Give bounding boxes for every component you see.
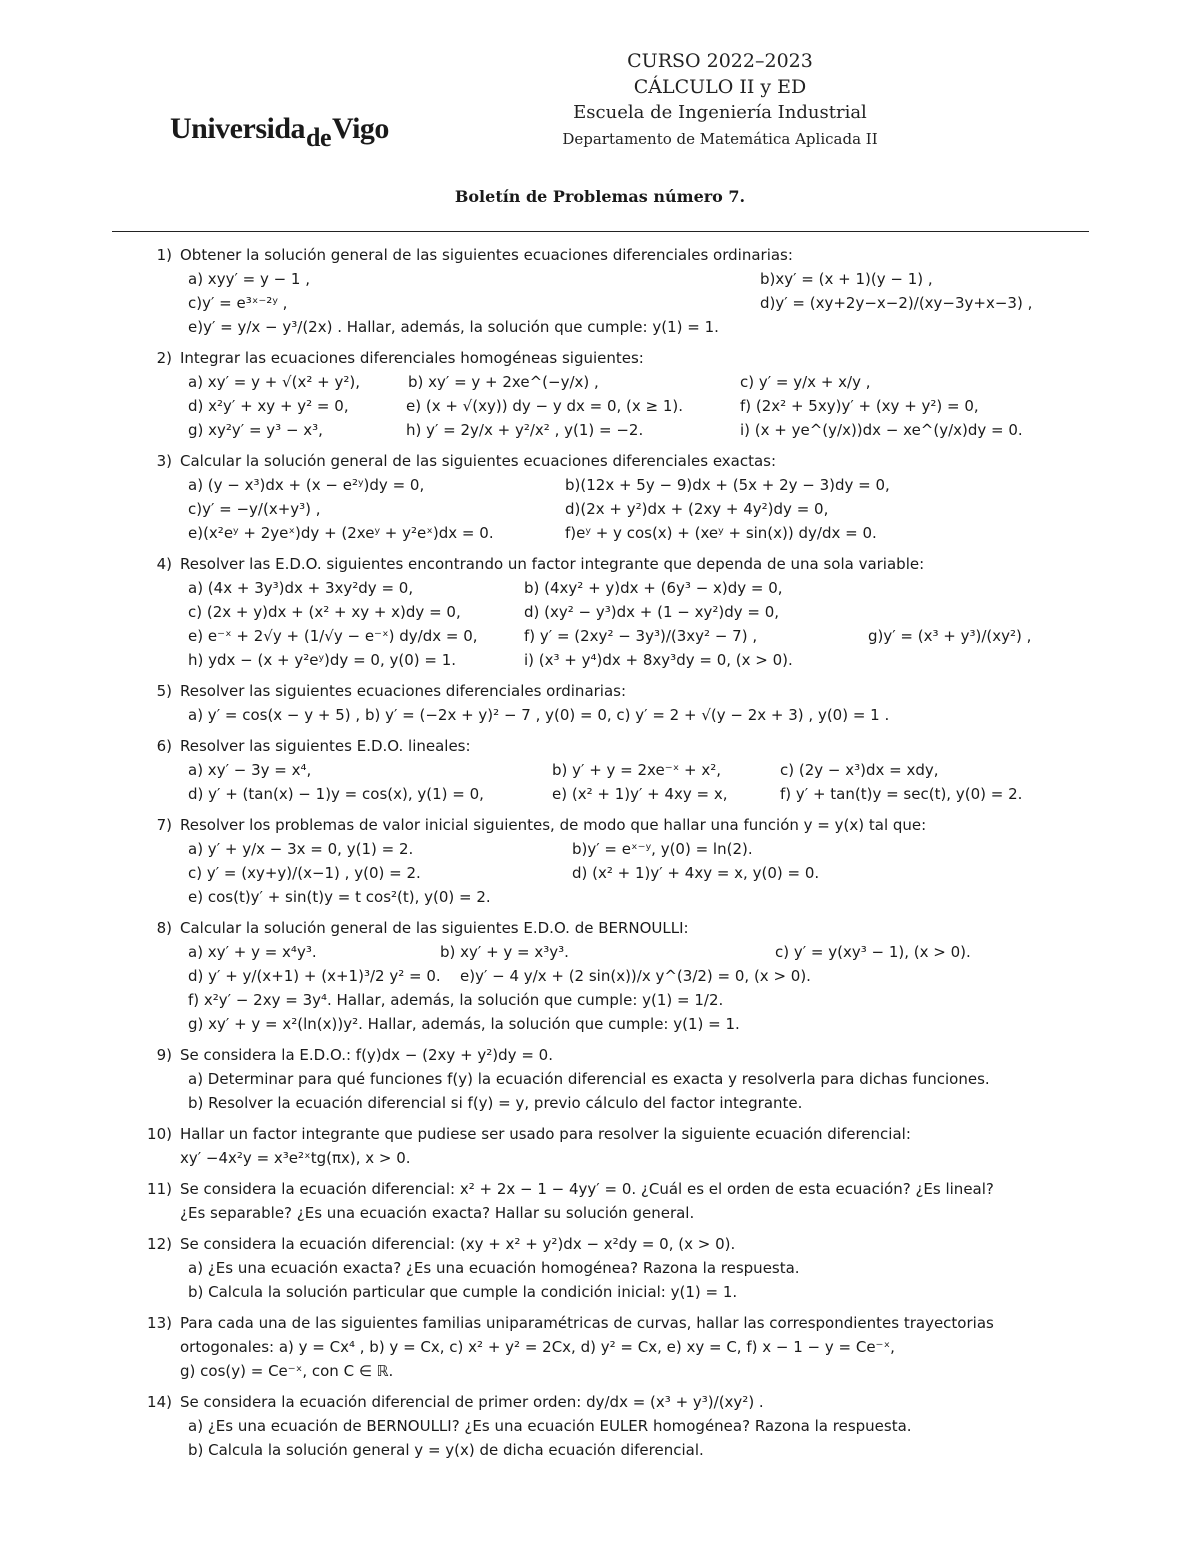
problem-line bbox=[140, 861, 1095, 885]
problem-line bbox=[140, 1232, 1095, 1256]
problem-line bbox=[140, 1438, 1095, 1462]
problem-item: d)y′ = (xy+2y−x−2)/(xy−3y+x−3) , bbox=[760, 294, 1033, 312]
problem-line bbox=[140, 679, 1095, 703]
problem-item: a) (y − x³)dx + (x − e²ʸ)dy = 0, bbox=[188, 476, 425, 494]
problem-line bbox=[140, 1390, 1095, 1414]
problem-number: 6) bbox=[156, 737, 172, 755]
problem-item: e)y′ − 4 y/x + (2 sin(x))/x y^(3/2) = 0, (x > 0). bbox=[460, 967, 811, 985]
document-title: Boletín de Problemas número 7. bbox=[454, 187, 746, 206]
problem-item: c) (2y − x³)dx = xdy, bbox=[780, 761, 939, 779]
problem-8 bbox=[140, 916, 1095, 1036]
problem-12 bbox=[140, 1232, 1095, 1304]
subject-name: CÁLCULO II y ED bbox=[633, 76, 807, 98]
problem-line bbox=[140, 734, 1095, 758]
problem-line bbox=[140, 964, 1095, 988]
problem-11 bbox=[140, 1177, 1095, 1225]
problem-statement: Calcular la solución general de las siguientes E.D.O. de BERNOULLI: bbox=[180, 919, 689, 937]
problem-line bbox=[140, 521, 1095, 545]
problem-item: a) ¿Es una ecuación de BERNOULLI? ¿Es una ecuación EULER homogénea? Razona la respuesta. bbox=[188, 1417, 912, 1435]
problem-item: b)xy′ = (x + 1)(y − 1) , bbox=[760, 270, 933, 288]
problem-item: f) y′ = (2xy² − 3y³)/(3xy² − 7) , bbox=[524, 627, 758, 645]
problem-14 bbox=[140, 1390, 1095, 1462]
problem-line bbox=[140, 813, 1095, 837]
problem-statement: Obtener la solución general de las siguientes ecuaciones diferenciales ordinarias: bbox=[180, 246, 793, 264]
problem-line bbox=[140, 1201, 1095, 1225]
problem-item: ortogonales: a) y = Cx⁴ , b) y = Cx, c) x² + y² = 2Cx, d) y² = Cx, e) xy = C, f) x − 1 − y = Ce⁻ˣ, bbox=[180, 1338, 895, 1356]
problem-statement: Para cada una de las siguientes familias uniparamétricas de curvas, hallar las correspondientes trayectorias bbox=[180, 1314, 994, 1332]
problem-line bbox=[140, 243, 1095, 267]
problem-line bbox=[140, 600, 1095, 624]
problem-item: e) cos(t)y′ + sin(t)y = t cos²(t), y(0) = 2. bbox=[188, 888, 491, 906]
problem-item: a) xyy′ = y − 1 , bbox=[188, 270, 311, 288]
problem-statement: Se considera la E.D.O.: f(y)dx − (2xy + y²)dy = 0. bbox=[180, 1046, 553, 1064]
problem-item: b) y′ + y = 2xe⁻ˣ + x², bbox=[552, 761, 722, 779]
problem-line bbox=[140, 267, 1095, 291]
department-name: Departamento de Matemática Aplicada II bbox=[562, 130, 878, 148]
problem-line bbox=[140, 648, 1095, 672]
problem-line bbox=[140, 940, 1095, 964]
problem-line bbox=[140, 1359, 1095, 1383]
problem-number: 9) bbox=[156, 1046, 172, 1064]
problem-item: h) y′ = 2y/x + y²/x² , y(1) = −2. bbox=[406, 421, 644, 439]
problem-number: 14) bbox=[147, 1393, 172, 1411]
problem-item: d) x²y′ + xy + y² = 0, bbox=[188, 397, 349, 415]
problem-item: e)y′ = y/x − y³/(2x) . Hallar, además, la solución que cumple: y(1) = 1. bbox=[188, 318, 719, 336]
problem-item: c) y′ = y(xy³ − 1), (x > 0). bbox=[775, 943, 971, 961]
problem-item: h) ydx − (x + y²eʸ)dy = 0, y(0) = 1. bbox=[188, 651, 457, 669]
problem-line bbox=[140, 916, 1095, 940]
problem-number: 3) bbox=[156, 452, 172, 470]
problem-statement: Calcular la solución general de las siguientes ecuaciones diferenciales exactas: bbox=[180, 452, 777, 470]
problem-line bbox=[140, 782, 1095, 806]
problem-3 bbox=[140, 449, 1095, 545]
problem-item: f) (2x² + 5xy)y′ + (xy + y²) = 0, bbox=[740, 397, 979, 415]
problem-line bbox=[140, 1146, 1095, 1170]
problem-item: a) ¿Es una ecuación exacta? ¿Es una ecuación homogénea? Razona la respuesta. bbox=[188, 1259, 800, 1277]
problem-item: b) Resolver la ecuación diferencial si f(y) = y, previo cálculo del factor integrante. bbox=[188, 1094, 803, 1112]
problem-line bbox=[140, 1043, 1095, 1067]
problem-7 bbox=[140, 813, 1095, 909]
problem-item: a) xy′ + y = x⁴y³. bbox=[188, 943, 317, 961]
problem-statement: Se considera la ecuación diferencial: x² + 2x − 1 − 4yy′ = 0. ¿Cuál es el orden de esta ecuación? ¿Es lineal? bbox=[180, 1180, 994, 1198]
problem-item: ¿Es separable? ¿Es una ecuación exacta? Hallar su solución general. bbox=[180, 1204, 695, 1222]
problem-item: d) y′ + y/(x+1) + (x+1)³/2 y² = 0. bbox=[188, 967, 441, 985]
problem-item: b)(12x + 5y − 9)dx + (5x + 2y − 3)dy = 0, bbox=[565, 476, 890, 494]
problem-item: g) xy²y′ = y³ − x³, bbox=[188, 421, 323, 439]
problem-item: a) Determinar para qué funciones f(y) la ecuación diferencial es exacta y resolverla para dichas funciones. bbox=[188, 1070, 990, 1088]
problem-item: b) (4xy² + y)dx + (6y³ − x)dy = 0, bbox=[524, 579, 783, 597]
university-logo: UniversidadeVigo bbox=[170, 112, 389, 152]
problem-line bbox=[140, 758, 1095, 782]
problem-item: c) y′ = y/x + x/y , bbox=[740, 373, 871, 391]
problem-line bbox=[140, 552, 1095, 576]
problem-line bbox=[140, 624, 1095, 648]
problem-line bbox=[140, 1256, 1095, 1280]
problem-number: 13) bbox=[147, 1314, 172, 1332]
problem-item: a) y′ = cos(x − y + 5) , b) y′ = (−2x + y)² − 7 , y(0) = 0, c) y′ = 2 + √(y − 2x + 3) , y(0) = 1 . bbox=[188, 706, 890, 724]
problem-line bbox=[140, 497, 1095, 521]
problem-item: e) (x² + 1)y′ + 4xy = x, bbox=[552, 785, 728, 803]
problem-item: a) xy′ − 3y = x⁴, bbox=[188, 761, 312, 779]
problem-item: i) (x + ye^(y/x))dx − xe^(y/x)dy = 0. bbox=[740, 421, 1023, 439]
problem-item: d) y′ + (tan(x) − 1)y = cos(x), y(1) = 0, bbox=[188, 785, 484, 803]
problem-item: g) xy′ + y = x²(ln(x))y². Hallar, además, la solución que cumple: y(1) = 1. bbox=[188, 1015, 740, 1033]
problem-line bbox=[140, 1280, 1095, 1304]
problem-line bbox=[140, 1091, 1095, 1115]
problem-line bbox=[140, 1335, 1095, 1359]
problem-item: e) (x + √(xy)) dy − y dx = 0, (x ≥ 1). bbox=[406, 397, 684, 415]
problem-item: f) x²y′ − 2xy = 3y⁴. Hallar, además, la solución que cumple: y(1) = 1/2. bbox=[188, 991, 724, 1009]
problem-number: 7) bbox=[156, 816, 172, 834]
problem-6 bbox=[140, 734, 1095, 806]
problem-number: 1) bbox=[156, 246, 172, 264]
problem-line bbox=[140, 988, 1095, 1012]
problem-statement: Resolver las siguientes E.D.O. lineales: bbox=[180, 737, 471, 755]
problem-number: 4) bbox=[156, 555, 172, 573]
problem-number: 5) bbox=[156, 682, 172, 700]
problem-number: 11) bbox=[147, 1180, 172, 1198]
problem-statement: Hallar un factor integrante que pudiese ser usado para resolver la siguiente ecuación diferencial: bbox=[180, 1125, 911, 1143]
problem-item: d)(2x + y²)dx + (2xy + 4y²)dy = 0, bbox=[565, 500, 829, 518]
problem-statement: Se considera la ecuación diferencial: (xy + x² + y²)dx − x²dy = 0, (x > 0). bbox=[180, 1235, 736, 1253]
problem-item: e)(x²eʸ + 2yeˣ)dy + (2xeʸ + y²eˣ)dx = 0. bbox=[188, 524, 494, 542]
problem-line bbox=[140, 837, 1095, 861]
problem-item: g)y′ = (x³ + y³)/(xy²) , bbox=[868, 627, 1032, 645]
problem-statement: Resolver las E.D.O. siguientes encontrando un factor integrante que dependa de una sola variable: bbox=[180, 555, 925, 573]
problem-item: c) (2x + y)dx + (x² + xy + x)dy = 0, bbox=[188, 603, 461, 621]
problem-item: xy′ −4x²y = x³e²ˣtg(πx), x > 0. bbox=[180, 1149, 411, 1167]
problem-line bbox=[140, 1012, 1095, 1036]
problem-line bbox=[140, 449, 1095, 473]
problem-1 bbox=[140, 243, 1095, 339]
problem-line bbox=[140, 1414, 1095, 1438]
problem-item: a) y′ + y/x − 3x = 0, y(1) = 2. bbox=[188, 840, 414, 858]
school-name: Escuela de Ingeniería Industrial bbox=[573, 102, 867, 123]
problem-item: e) e⁻ˣ + 2√y + (1/√y − e⁻ˣ) dy/dx = 0, bbox=[188, 627, 478, 645]
problem-item: f)eʸ + y cos(x) + (xeʸ + sin(x)) dy/dx = 0. bbox=[565, 524, 877, 542]
problem-number: 8) bbox=[156, 919, 172, 937]
problem-item: a) (4x + 3y³)dx + 3xy²dy = 0, bbox=[188, 579, 414, 597]
problem-item: c)y′ = −y/(x+y³) , bbox=[188, 500, 321, 518]
problem-line bbox=[140, 1122, 1095, 1146]
problem-number: 2) bbox=[156, 349, 172, 367]
course-header bbox=[520, 48, 920, 152]
problem-item: f) y′ + tan(t)y = sec(t), y(0) = 2. bbox=[780, 785, 1023, 803]
problem-10 bbox=[140, 1122, 1095, 1170]
problem-item: b) xy′ = y + 2xe^(−y/x) , bbox=[408, 373, 599, 391]
problem-line bbox=[140, 418, 1095, 442]
problem-item: d) (xy² − y³)dx + (1 − xy²)dy = 0, bbox=[524, 603, 780, 621]
problem-line bbox=[140, 703, 1095, 727]
problem-line bbox=[140, 291, 1095, 315]
problem-statement: Resolver los problemas de valor inicial siguientes, de modo que hallar una función y = y(x) tal que: bbox=[180, 816, 927, 834]
problem-4 bbox=[140, 552, 1095, 672]
problem-item: d) (x² + 1)y′ + 4xy = x, y(0) = 0. bbox=[572, 864, 820, 882]
problem-line bbox=[140, 576, 1095, 600]
problem-statement: Resolver las siguientes ecuaciones diferenciales ordinarias: bbox=[180, 682, 627, 700]
problem-item: c) y′ = (xy+y)/(x−1) , y(0) = 2. bbox=[188, 864, 421, 882]
problem-number: 12) bbox=[147, 1235, 172, 1253]
problem-line bbox=[140, 315, 1095, 339]
problem-number: 10) bbox=[147, 1125, 172, 1143]
problem-line bbox=[140, 1311, 1095, 1335]
problem-5 bbox=[140, 679, 1095, 727]
problem-item: c)y′ = e³ˣ⁻²ʸ , bbox=[188, 294, 288, 312]
problem-line bbox=[140, 1067, 1095, 1091]
problem-item: i) (x³ + y⁴)dx + 8xy³dy = 0, (x > 0). bbox=[524, 651, 793, 669]
problem-statement: Integrar las ecuaciones diferenciales homogéneas siguientes: bbox=[180, 349, 644, 367]
problem-line bbox=[140, 1177, 1095, 1201]
title-divider bbox=[112, 231, 1089, 232]
problem-13 bbox=[140, 1311, 1095, 1383]
problem-item: b) Calcula la solución particular que cumple la condición inicial: y(1) = 1. bbox=[188, 1283, 738, 1301]
problem-item: b)y′ = eˣ⁻ʸ, y(0) = ln(2). bbox=[572, 840, 753, 858]
problem-item: a) xy′ = y + √(x² + y²), bbox=[188, 373, 360, 391]
problem-line bbox=[140, 473, 1095, 497]
problem-item: b) Calcula la solución general y = y(x) de dicha ecuación diferencial. bbox=[188, 1441, 704, 1459]
problem-line bbox=[140, 370, 1095, 394]
problem-2 bbox=[140, 346, 1095, 442]
problem-line bbox=[140, 346, 1095, 370]
problem-line bbox=[140, 885, 1095, 909]
problem-list bbox=[140, 243, 1095, 1469]
problem-statement: Se considera la ecuación diferencial de primer orden: dy/dx = (x³ + y³)/(xy²) . bbox=[180, 1393, 764, 1411]
problem-item: b) xy′ + y = x³y³. bbox=[440, 943, 569, 961]
problem-line bbox=[140, 394, 1095, 418]
course-year: CURSO 2022–2023 bbox=[627, 50, 813, 72]
problem-9 bbox=[140, 1043, 1095, 1115]
problem-item: g) cos(y) = Ce⁻ˣ, con C ∈ ℝ. bbox=[180, 1362, 394, 1380]
